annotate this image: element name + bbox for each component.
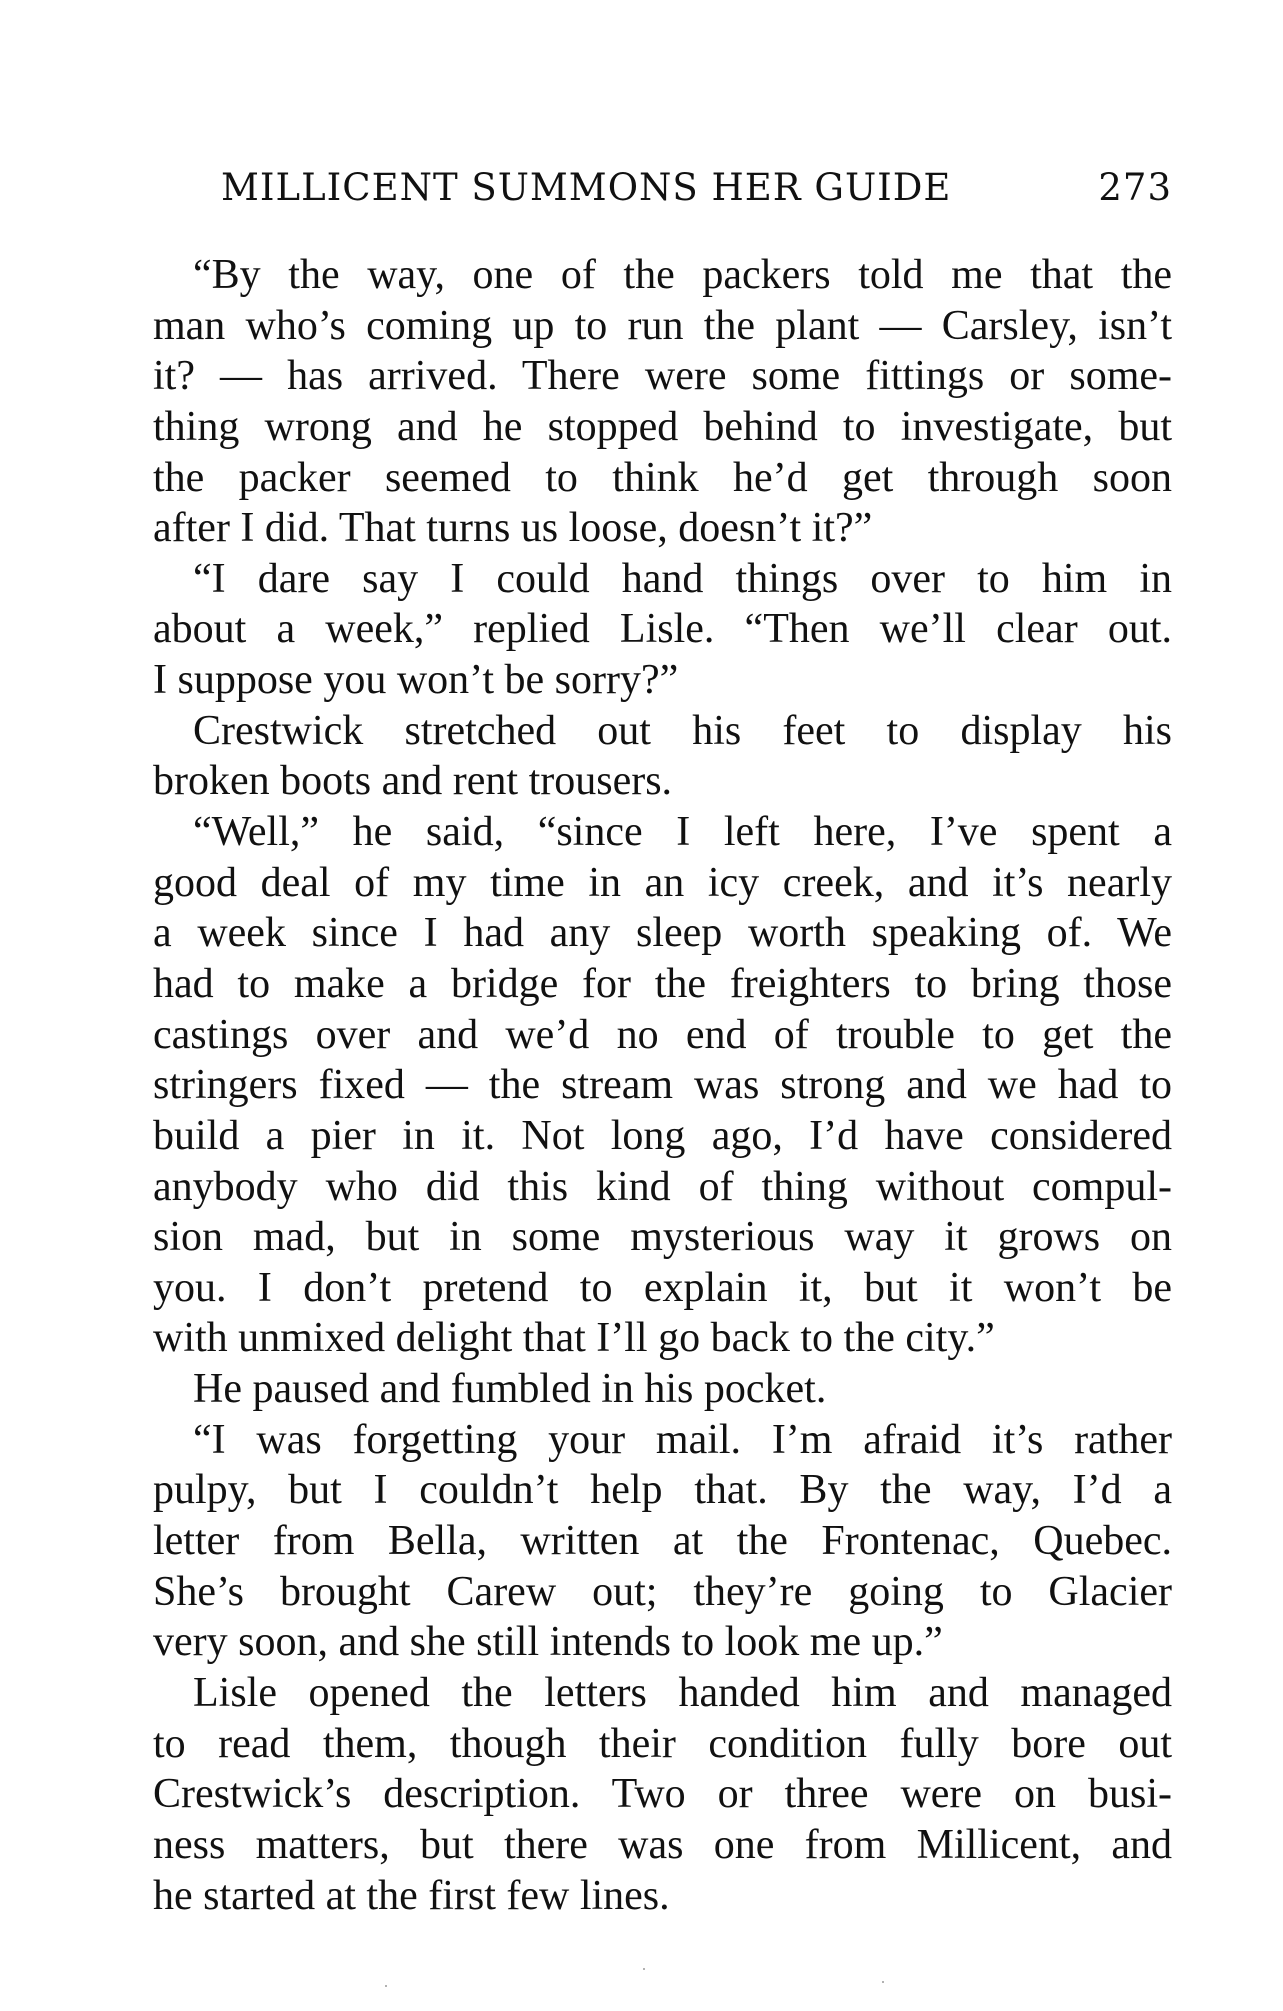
body-text (153, 250, 1172, 1921)
text-line: “I was forgetting your mail. I’m afraid it’s rather (193, 1416, 1172, 1463)
text-line: “By the way, one of the packers told me that the (193, 252, 1172, 298)
text-line: She’s brought Carew out; they’re going to Glacier (153, 1568, 1172, 1615)
text-line: ness matters, but there was one from Millicent, and (153, 1821, 1172, 1868)
text-line: I suppose you won’t be sorry?” (153, 657, 679, 704)
text-line: letter from Bella, written at the Frontenac, Quebec. (153, 1518, 1172, 1565)
running-header (221, 162, 1172, 214)
text-line: stringers fixed — the stream was strong and we had to (153, 1062, 1172, 1109)
text-line: man who’s coming up to run the plant — Carsley, isn’t (153, 302, 1172, 349)
text-line: anybody who did this kind of thing without compul- (153, 1163, 1172, 1210)
text-line: pulpy, but I couldn’t help that. By the way, I’d a (153, 1467, 1172, 1514)
text-line: the packer seemed to think he’d get through soon (153, 454, 1172, 501)
text-line: Lisle opened the letters handed him and managed (193, 1669, 1172, 1716)
text-line: He paused and fumbled in his pocket. (193, 1366, 827, 1413)
running-title: MILLICENT SUMMONS HER GUIDE (221, 166, 952, 209)
text-line: castings over and we’d no end of trouble to get the (153, 1011, 1172, 1058)
text-line: after I did. That turns us loose, doesn’t it?” (153, 505, 873, 552)
text-line: you. I don’t pretend to explain it, but it won’t be (153, 1264, 1172, 1311)
paper-speck (385, 1985, 387, 1987)
text-line: good deal of my time in an icy creek, and it’s nearly (153, 859, 1172, 906)
text-line: Crestwick stretched out his feet to display his (193, 707, 1172, 754)
text-line: sion mad, but in some mysterious way it grows on (153, 1214, 1172, 1261)
text-line: thing wrong and he stopped behind to investigate, but (153, 403, 1172, 450)
text-line: with unmixed delight that I’ll go back to the city.” (153, 1315, 995, 1362)
text-line: he started at the first few lines. (153, 1872, 670, 1919)
text-line: very soon, and she still intends to look me up.” (153, 1619, 943, 1666)
text-line: to read them, though their condition fully bore out (153, 1720, 1172, 1767)
paper-speck (643, 1968, 645, 1970)
text-line: a week since I had any sleep worth speaking of. We (153, 910, 1172, 957)
text-line: “Well,” he said, “since I left here, I’ve spent a (193, 809, 1172, 856)
text-line: build a pier in it. Not long ago, I’d have considered (153, 1112, 1172, 1159)
page-number: 273 (1098, 166, 1172, 209)
text-line: broken boots and rent trousers. (153, 758, 673, 805)
paper-speck (882, 1981, 884, 1983)
text-line: Crestwick’s description. Two or three were on busi- (153, 1771, 1172, 1818)
text-line: had to make a bridge for the freighters to bring those (153, 960, 1172, 1007)
text-line: about a week,” replied Lisle. “Then we’ll clear out. (153, 606, 1172, 653)
text-line: it? — has arrived. There were some fittings or some- (153, 353, 1172, 400)
text-line: “I dare say I could hand things over to him in (193, 555, 1172, 602)
